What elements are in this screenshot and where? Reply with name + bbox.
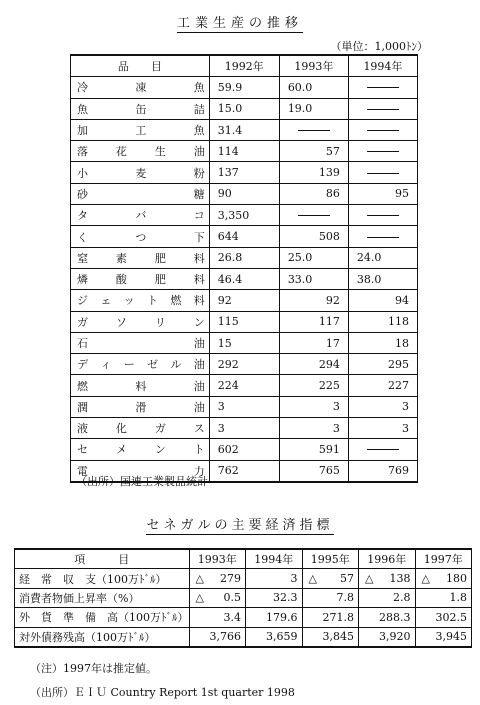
value-number: 288.3: [379, 610, 411, 624]
table-row: [71, 332, 418, 353]
item-name-char: つ: [135, 230, 147, 244]
value-cell: 15: [209, 332, 279, 353]
item-name-char: 燃: [77, 379, 88, 393]
item-name-char: 冷: [77, 81, 88, 95]
economic-indicators-table: [14, 548, 472, 648]
table-row: [71, 183, 418, 204]
value-number: 279: [220, 572, 241, 586]
value-cell: 46.4: [209, 268, 279, 289]
header-year: 1994年: [246, 549, 303, 569]
item-name: [71, 290, 210, 311]
negative-marker: △: [421, 572, 430, 586]
item-name-char: 糖: [193, 187, 205, 201]
table1-title: [0, 12, 480, 31]
table-row: [71, 268, 418, 289]
item-name-char: 下: [193, 230, 205, 244]
table2-header-row: [15, 549, 472, 569]
item-name-char: 素: [115, 251, 127, 265]
item-name-char: ィ: [100, 358, 112, 372]
table1-title-text: 工業生産の推移: [176, 16, 303, 31]
value-cell: [302, 588, 359, 607]
item-name-chars: [77, 356, 205, 372]
value-cell: [246, 569, 303, 588]
item-name-char: 魚: [193, 81, 205, 95]
value-cell: 139: [279, 162, 348, 183]
value-cell: 57: [279, 141, 348, 162]
item-name-char: 麦: [135, 166, 147, 180]
item-name-char: 液: [77, 422, 88, 436]
item-name: [71, 418, 210, 439]
table-row: [71, 98, 418, 119]
table2-title-text: セネガルの主要経済指標: [146, 518, 334, 533]
value-cell: [348, 162, 417, 183]
header-year: 1995年: [302, 549, 359, 569]
item-name-char: 潤: [77, 400, 88, 414]
value-number: 3,766: [209, 630, 241, 644]
value-cell: [302, 608, 359, 627]
value-cell: 59.9: [209, 77, 279, 98]
item-name-char: コ: [193, 209, 205, 223]
value-cell: 92: [209, 290, 279, 311]
value-cell: 92: [279, 290, 348, 311]
item-name: [71, 332, 210, 353]
item-name: [71, 268, 210, 289]
value-number: 1.8: [449, 591, 467, 605]
row-label: 対外債務残高（100万ﾄﾞﾙ）: [15, 627, 190, 647]
item-name-char: 加: [77, 124, 88, 138]
value-cell: 508: [279, 226, 348, 247]
item-name-char: 石: [77, 337, 88, 350]
item-name-chars: [77, 165, 205, 181]
header-year: 1997年: [415, 549, 472, 569]
item-name-char: 化: [115, 422, 127, 436]
dash-mark: [298, 215, 330, 216]
header-item: 品 目: [71, 55, 210, 77]
item-name-char: 燃: [170, 294, 182, 308]
table-row: [71, 375, 418, 396]
table-row: [71, 77, 418, 98]
item-name-chars: [77, 186, 205, 202]
value-cell: 591: [279, 439, 348, 460]
value-cell: [246, 608, 303, 627]
value-cell: 294: [279, 354, 348, 375]
value-cell: 292: [209, 354, 279, 375]
value-cell: 15.0: [209, 98, 279, 119]
item-name-chars: [77, 143, 205, 159]
header-year: 1994年: [348, 55, 417, 77]
value-cell: [415, 627, 472, 647]
item-name-char: 油: [193, 145, 205, 159]
item-name: [71, 98, 210, 119]
item-name: [71, 162, 210, 183]
value-cell: 137: [209, 162, 279, 183]
item-name-char: 力: [193, 464, 205, 478]
item-name-char: 料: [193, 251, 205, 265]
item-name: [71, 311, 210, 332]
value-cell: [189, 569, 246, 588]
table-row: [71, 226, 418, 247]
value-number: 3,659: [266, 630, 298, 644]
table-row: [71, 290, 418, 311]
item-name-chars: [77, 250, 205, 266]
value-cell: 602: [209, 439, 279, 460]
row-label: 外 貨 準 備 高（100万ﾄﾞﾙ）: [15, 608, 190, 627]
item-name-char: ガ: [154, 422, 166, 436]
dash-mark: [367, 449, 399, 450]
value-cell: [415, 588, 472, 607]
item-name: [71, 77, 210, 98]
item-name-char: バ: [135, 209, 147, 223]
item-name-char: 工: [135, 124, 147, 138]
item-name: [71, 183, 210, 204]
value-cell: [359, 588, 416, 607]
value-cell: [302, 569, 359, 588]
item-name-chars: [77, 292, 205, 308]
table-row: [71, 119, 418, 140]
table-row: [71, 311, 418, 332]
value-cell: 225: [279, 375, 348, 396]
table-row: [71, 141, 418, 162]
item-name-char: ル: [170, 358, 182, 372]
item-name-char: 滑: [135, 400, 147, 414]
table1-unit: （単位：1,000ﾄﾝ）: [330, 40, 428, 53]
value-cell: 3: [209, 396, 279, 417]
dash-mark: [367, 130, 399, 131]
item-name-chars: [77, 441, 205, 457]
table-row: [71, 354, 418, 375]
item-name-char: 凍: [135, 81, 147, 95]
item-name-char: 花: [115, 145, 127, 159]
dash-mark: [367, 237, 399, 238]
item-name-char: 窒: [77, 251, 88, 265]
item-name-char: 生: [154, 145, 166, 159]
production-table: [70, 54, 418, 483]
value-cell: 90: [209, 183, 279, 204]
item-name-char: 料: [135, 379, 147, 393]
value-cell: [279, 119, 348, 140]
value-cell: 19.0: [279, 98, 348, 119]
header-year: 1993年: [279, 55, 348, 77]
negative-marker: △: [195, 591, 204, 605]
table-row: [15, 608, 472, 627]
value-cell: 26.8: [209, 247, 279, 268]
value-cell: 94: [348, 290, 417, 311]
value-cell: [189, 627, 246, 647]
value-number: 271.8: [322, 610, 354, 624]
item-name-char: ン: [193, 315, 205, 329]
value-cell: [415, 569, 472, 588]
value-cell: 227: [348, 375, 417, 396]
table2-source: （出所）ＥＩＵ Country Report 1st quarter 1998: [30, 686, 295, 699]
value-cell: 33.0: [279, 268, 348, 289]
item-name: [71, 247, 210, 268]
item-name-chars: [77, 271, 205, 287]
header-item: 項 目: [15, 549, 190, 569]
item-name: [71, 119, 210, 140]
value-cell: 117: [279, 311, 348, 332]
value-cell: [348, 141, 417, 162]
dash-mark: [367, 109, 399, 110]
dash-mark: [367, 173, 399, 174]
item-name: [71, 205, 210, 226]
item-name-char: ト: [193, 443, 205, 457]
value-cell: 3,350: [209, 205, 279, 226]
row-label: 消費者物価上昇率（%）: [15, 588, 190, 607]
value-cell: 95: [348, 183, 417, 204]
value-cell: [246, 588, 303, 607]
value-cell: 3: [279, 396, 348, 417]
value-cell: [348, 226, 417, 247]
value-cell: [189, 608, 246, 627]
item-name-char: 油: [193, 379, 205, 393]
negative-marker: △: [195, 572, 204, 586]
header-year: 1992年: [209, 55, 279, 77]
value-cell: 31.4: [209, 119, 279, 140]
value-number: 3: [290, 572, 298, 586]
item-name: [71, 141, 210, 162]
item-name-char: ェ: [100, 294, 112, 308]
item-name: [71, 226, 210, 247]
value-cell: 765: [279, 460, 348, 482]
value-cell: [359, 627, 416, 647]
item-name-chars: [77, 207, 205, 223]
value-cell: 3: [348, 396, 417, 417]
item-name-char: デ: [77, 358, 88, 372]
item-name-char: 魚: [77, 102, 88, 116]
item-name: [71, 439, 210, 460]
item-name-chars: [77, 399, 205, 415]
item-name-chars: [77, 79, 205, 95]
item-name-chars: [77, 122, 205, 138]
item-name-char: 砂: [77, 187, 88, 201]
negative-marker: △: [308, 572, 317, 586]
item-name-char: 酸: [115, 273, 127, 287]
item-name-char: ガ: [77, 315, 88, 329]
value-number: 2.8: [393, 591, 411, 605]
item-name-char: 油: [193, 400, 205, 414]
item-name-chars: [77, 229, 205, 245]
table1-source: （出所）国連工業製品統計: [76, 475, 208, 488]
value-number: 7.8: [336, 591, 354, 605]
item-name-char: 肥: [154, 273, 166, 287]
item-name-char: 料: [193, 273, 205, 287]
item-name-char: 缶: [135, 102, 147, 116]
value-cell: 24.0: [348, 247, 417, 268]
value-cell: 38.0: [348, 268, 417, 289]
item-name-chars: [77, 335, 205, 351]
item-name-char: 落: [77, 145, 88, 159]
table1-header-row: [71, 55, 418, 77]
item-name-char: ー: [123, 358, 135, 372]
value-number: 32.3: [273, 591, 298, 605]
item-name: [71, 396, 210, 417]
value-cell: 3: [348, 418, 417, 439]
item-name-chars: [77, 314, 205, 330]
item-name-char: ト: [147, 294, 159, 308]
value-number: 180: [446, 572, 467, 586]
value-number: 3,945: [435, 630, 467, 644]
value-number: 138: [389, 572, 411, 586]
item-name-char: 魚: [193, 124, 205, 138]
item-name-char: リ: [154, 315, 166, 329]
table-row: [15, 627, 472, 647]
value-number: 302.5: [435, 610, 467, 624]
item-name-chars: [77, 420, 205, 436]
item-name-char: 油: [193, 358, 205, 372]
row-label: 経 常 収 支（100万ﾄﾞﾙ）: [15, 569, 190, 588]
value-cell: [348, 98, 417, 119]
value-cell: 114: [209, 141, 279, 162]
value-number: 3,845: [322, 630, 354, 644]
value-cell: 295: [348, 354, 417, 375]
item-name-char: タ: [77, 209, 88, 223]
table-row: [71, 396, 418, 417]
value-cell: 25.0: [279, 247, 348, 268]
value-cell: [348, 119, 417, 140]
item-name-char: く: [77, 230, 88, 244]
item-name-char: 肥: [154, 251, 166, 265]
dash-mark: [367, 87, 399, 88]
value-cell: [348, 439, 417, 460]
value-cell: 769: [348, 460, 417, 482]
table-row: [71, 162, 418, 183]
value-number: 3,920: [379, 630, 411, 644]
value-cell: 762: [209, 460, 279, 482]
value-cell: [348, 205, 417, 226]
item-name-char: ジ: [77, 294, 88, 308]
value-number: 179.6: [266, 610, 298, 624]
value-cell: [279, 205, 348, 226]
table-row: [15, 588, 472, 607]
value-cell: [348, 77, 417, 98]
table2-title: [0, 514, 480, 533]
value-cell: [302, 627, 359, 647]
item-name-char: セ: [77, 443, 88, 457]
item-name-char: ッ: [123, 294, 135, 308]
value-cell: 86: [279, 183, 348, 204]
value-cell: 118: [348, 311, 417, 332]
item-name: [71, 354, 210, 375]
value-number: 3.4: [223, 610, 241, 624]
table-row: [15, 569, 472, 588]
dash-mark: [298, 130, 330, 131]
value-cell: 18: [348, 332, 417, 353]
dash-mark: [367, 215, 399, 216]
item-name-char: 粉: [193, 166, 205, 180]
item-name-char: メ: [115, 443, 127, 457]
table-row: [71, 418, 418, 439]
negative-marker: △: [365, 572, 374, 586]
item-name-char: ス: [193, 422, 205, 436]
value-cell: 60.0: [279, 77, 348, 98]
header-year: 1996年: [359, 549, 416, 569]
item-name-char: 詰: [193, 102, 205, 116]
value-cell: 17: [279, 332, 348, 353]
item-name-char: 料: [193, 294, 205, 308]
item-name-chars: [77, 378, 205, 394]
item-name-chars: [77, 101, 205, 117]
table2-note: （注）1997年は推定値。: [30, 662, 157, 675]
value-cell: [415, 608, 472, 627]
value-cell: [189, 588, 246, 607]
item-name-char: 小: [77, 166, 88, 180]
item-name: [71, 375, 210, 396]
value-cell: [359, 608, 416, 627]
table-row: [71, 205, 418, 226]
item-name-char: 油: [193, 337, 205, 350]
value-cell: [359, 569, 416, 588]
value-cell: 115: [209, 311, 279, 332]
dash-mark: [367, 151, 399, 152]
item-name-char: ン: [154, 443, 166, 457]
item-name-char: 電: [77, 464, 88, 478]
value-cell: 3: [209, 418, 279, 439]
value-cell: 224: [209, 375, 279, 396]
header-year: 1993年: [189, 549, 246, 569]
value-cell: 644: [209, 226, 279, 247]
item-name-char: ゼ: [147, 358, 159, 372]
item-name-char: 燐: [77, 273, 88, 287]
item-name-char: ソ: [115, 315, 127, 329]
value-cell: 3: [279, 418, 348, 439]
value-number: 57: [340, 572, 354, 586]
value-cell: [246, 627, 303, 647]
table-row: [71, 247, 418, 268]
table-row: [71, 439, 418, 460]
value-number: 0.5: [223, 591, 241, 605]
